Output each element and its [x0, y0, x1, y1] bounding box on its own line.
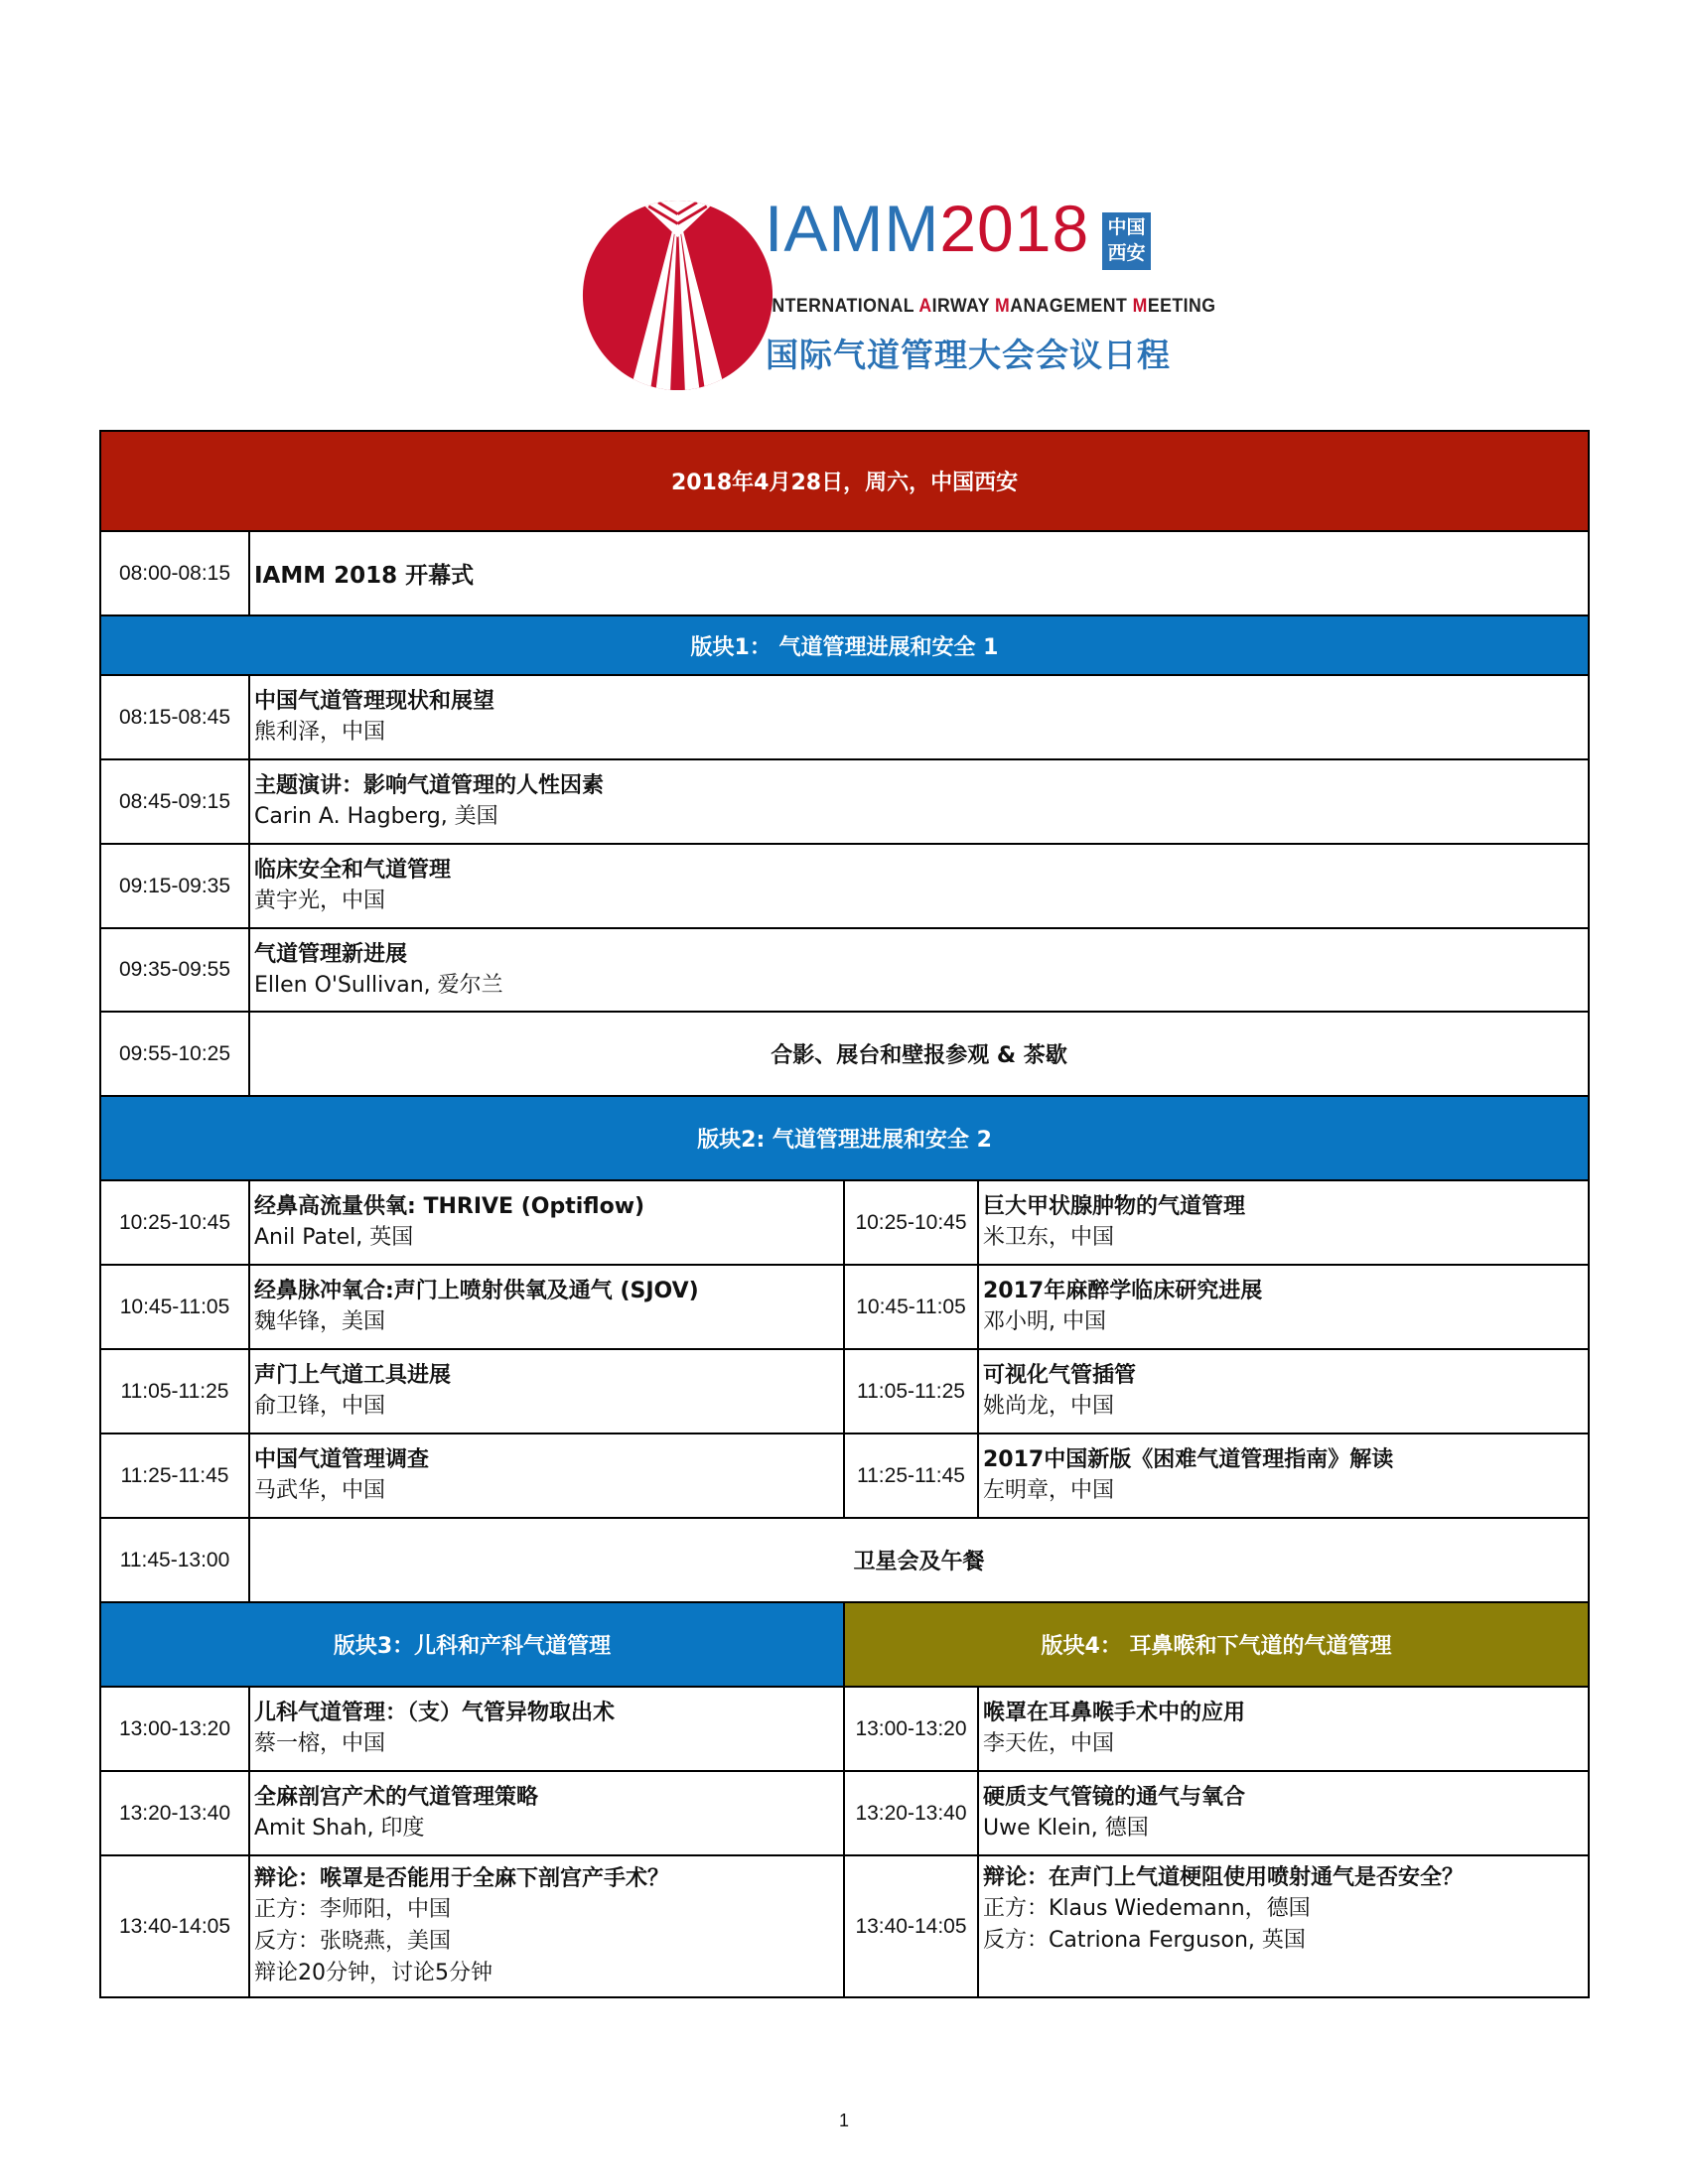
- logo-en-m1: M: [995, 296, 1011, 317]
- session-time: 10:25-10:45: [844, 1180, 978, 1265]
- session-time: 13:40-14:05: [100, 1855, 249, 1997]
- session-title: 临床安全和气道管理: [254, 858, 452, 883]
- session-time: 11:05-11:25: [844, 1349, 978, 1433]
- session-speaker: Carin A. Hagberg, 美国: [254, 804, 498, 829]
- session-cell: [249, 675, 1589, 759]
- debate-pro: 正方：Klaus Wiedemann，德国: [983, 1896, 1311, 1921]
- table-row: [100, 1771, 1589, 1855]
- table-row: [100, 1180, 1589, 1265]
- session-title: 主题演讲：影响气道管理的人性因素: [254, 773, 605, 798]
- session-speaker: 蔡一榕，中国: [254, 1731, 386, 1756]
- session-time: 13:40-14:05: [844, 1855, 978, 1997]
- session-time: 10:25-10:45: [100, 1180, 249, 1265]
- opening-title: IAMM 2018 开幕式: [249, 531, 1589, 615]
- session-speaker: 黄宇光，中国: [254, 888, 386, 913]
- session-title: 经鼻脉冲氧合:声门上喷射供氧及通气 (SJOV): [254, 1279, 699, 1303]
- break-row: [100, 1012, 1589, 1096]
- table-row: [100, 675, 1589, 759]
- session-cell: [249, 928, 1589, 1012]
- block3-header: 版块3：儿科和产科气道管理: [100, 1602, 844, 1687]
- session-speaker: 李天佐，中国: [983, 1731, 1115, 1756]
- session-title: 气道管理新进展: [254, 941, 408, 967]
- session-cell: [978, 1180, 1589, 1265]
- session-title: 儿科气道管理：（支）气管异物取出术: [254, 1701, 616, 1725]
- session-title: 巨大甲状腺肿物的气道管理: [983, 1194, 1246, 1219]
- session-cell: [249, 1433, 844, 1518]
- logo-english-name: [767, 296, 1215, 318]
- session-time: 08:45-09:15: [100, 759, 249, 844]
- date-header-row: [100, 431, 1589, 531]
- debate-format: 辩论20分钟，讨论5分钟: [254, 1961, 492, 1985]
- table-row: [100, 759, 1589, 844]
- session-time: 10:45-11:05: [844, 1265, 978, 1349]
- break-row: [100, 1518, 1589, 1602]
- break-label: 合影、展台和壁报参观 & 茶歇: [249, 1012, 1589, 1096]
- break-label: 卫星会及午餐: [249, 1518, 1589, 1602]
- session-time: 08:15-08:45: [100, 675, 249, 759]
- block1-header-row: [100, 615, 1589, 675]
- session-time: 11:25-11:45: [844, 1433, 978, 1518]
- session-time: 09:35-09:55: [100, 928, 249, 1012]
- logo-en-meeting: EETING: [1147, 296, 1216, 317]
- opening-time: 08:00-08:15: [100, 531, 249, 615]
- session-speaker: Uwe Klein, 德国: [983, 1816, 1149, 1841]
- session-time: 13:00-13:20: [100, 1687, 249, 1771]
- logo-en-international: NTERNATIONAL: [772, 296, 919, 317]
- logo-en-i: I: [767, 296, 773, 317]
- table-row: [100, 1687, 1589, 1771]
- session-speaker: Amit Shah, 印度: [254, 1816, 425, 1841]
- session-time: 11:05-11:25: [100, 1349, 249, 1433]
- block2-header: 版块2: 气道管理进展和安全 2: [100, 1096, 1589, 1180]
- block4-header: 版块4： 耳鼻喉和下气道的气道管理: [844, 1602, 1589, 1687]
- session-title: 中国气道管理调查: [254, 1447, 430, 1472]
- logo-badge-line2: 西安: [1107, 242, 1146, 264]
- session-title: 2017中国新版《困难气道管理指南》解读: [983, 1447, 1394, 1472]
- debate-cell-left: [249, 1855, 844, 1997]
- logo-city-badge: [1102, 212, 1151, 270]
- session-cell: [978, 1349, 1589, 1433]
- session-title: 可视化气管插管: [983, 1363, 1137, 1388]
- session-time: 13:20-13:40: [844, 1771, 978, 1855]
- session-cell: [978, 1265, 1589, 1349]
- session-cell: [978, 1433, 1589, 1518]
- session-time: 11:25-11:45: [100, 1433, 249, 1518]
- session-speaker: 邓小明, 中国: [983, 1309, 1106, 1334]
- session-title: 经鼻高流量供氧: THRIVE (Optiflow): [254, 1194, 645, 1219]
- session-cell: [978, 1771, 1589, 1855]
- session-cell: [249, 759, 1589, 844]
- session-title: 喉罩在耳鼻喉手术中的应用: [983, 1701, 1246, 1725]
- table-row: [100, 928, 1589, 1012]
- logo-en-management: ANAGEMENT: [1010, 296, 1133, 317]
- session-speaker: 米卫东，中国: [983, 1225, 1115, 1250]
- session-time: 10:45-11:05: [100, 1265, 249, 1349]
- logo-en-a: A: [918, 296, 932, 317]
- block1-header: 版块1： 气道管理进展和安全 1: [100, 615, 1589, 675]
- block2-header-row: [100, 1096, 1589, 1180]
- logo-en-airway: IRWAY: [931, 296, 996, 317]
- session-speaker: Ellen O'Sullivan, 爱尔兰: [254, 972, 503, 998]
- debate-title: 辩论：喉罩是否能用于全麻下剖宫产手术？: [254, 1866, 670, 1891]
- table-row: [100, 844, 1589, 928]
- table-row: [100, 1433, 1589, 1518]
- schedule-table: [99, 430, 1590, 1998]
- iamm-logo: [581, 192, 1216, 397]
- session-speaker: Anil Patel, 英国: [254, 1225, 414, 1250]
- session-speaker: 马武华，中国: [254, 1478, 386, 1503]
- table-row: [100, 1265, 1589, 1349]
- session-title: 全麻剖宫产术的气道管理策略: [254, 1785, 539, 1810]
- session-cell: [249, 1180, 844, 1265]
- logo-en-m2: M: [1132, 296, 1148, 317]
- iamm-emblem-icon: [581, 199, 774, 392]
- session-speaker: 姚尚龙，中国: [983, 1394, 1115, 1419]
- session-speaker: 魏华锋，美国: [254, 1309, 386, 1334]
- session-cell: [249, 1687, 844, 1771]
- session-speaker: 熊利泽，中国: [254, 720, 386, 745]
- debate-row: [100, 1855, 1589, 1997]
- block34-header-row: [100, 1602, 1589, 1687]
- logo-badge-line1: 中国: [1107, 216, 1146, 238]
- session-title: 硬质支气管镜的通气与氧合: [983, 1785, 1246, 1810]
- session-time: 13:00-13:20: [844, 1687, 978, 1771]
- break-time: 09:55-10:25: [100, 1012, 249, 1096]
- session-speaker: 左明章，中国: [983, 1478, 1115, 1503]
- session-cell: [249, 844, 1589, 928]
- session-title: 中国气道管理现状和展望: [254, 689, 495, 714]
- session-speaker: 俞卫锋，中国: [254, 1394, 386, 1419]
- debate-con: 反方：Catriona Ferguson, 英国: [983, 1928, 1306, 1953]
- session-title: 声门上气道工具进展: [254, 1363, 452, 1388]
- logo-year: 2018: [939, 192, 1090, 265]
- session-cell: [249, 1771, 844, 1855]
- session-time: 09:15-09:35: [100, 844, 249, 928]
- logo-wordmark: [765, 192, 1090, 265]
- logo-iamm-text: IAMM: [765, 192, 940, 265]
- logo-chinese-title: 国际气道管理大会会议日程: [766, 336, 1171, 374]
- session-time: 13:20-13:40: [100, 1771, 249, 1855]
- page-number: 1: [838, 2111, 849, 2130]
- session-cell: [978, 1687, 1589, 1771]
- table-row: [100, 1349, 1589, 1433]
- debate-title: 辩论：在声门上气道梗阻使用喷射通气是否安全？: [983, 1865, 1465, 1890]
- date-header: 2018年4月28日，周六，中国西安: [100, 431, 1589, 531]
- session-title: 2017年麻醉学临床研究进展: [983, 1279, 1263, 1303]
- break-time: 11:45-13:00: [100, 1518, 249, 1602]
- debate-pro: 正方：李师阳，中国: [254, 1897, 452, 1922]
- debate-cell-right: [978, 1855, 1589, 1997]
- session-cell: [249, 1265, 844, 1349]
- opening-row: [100, 531, 1589, 615]
- session-cell: [249, 1349, 844, 1433]
- debate-con: 反方：张晓燕，美国: [254, 1929, 452, 1954]
